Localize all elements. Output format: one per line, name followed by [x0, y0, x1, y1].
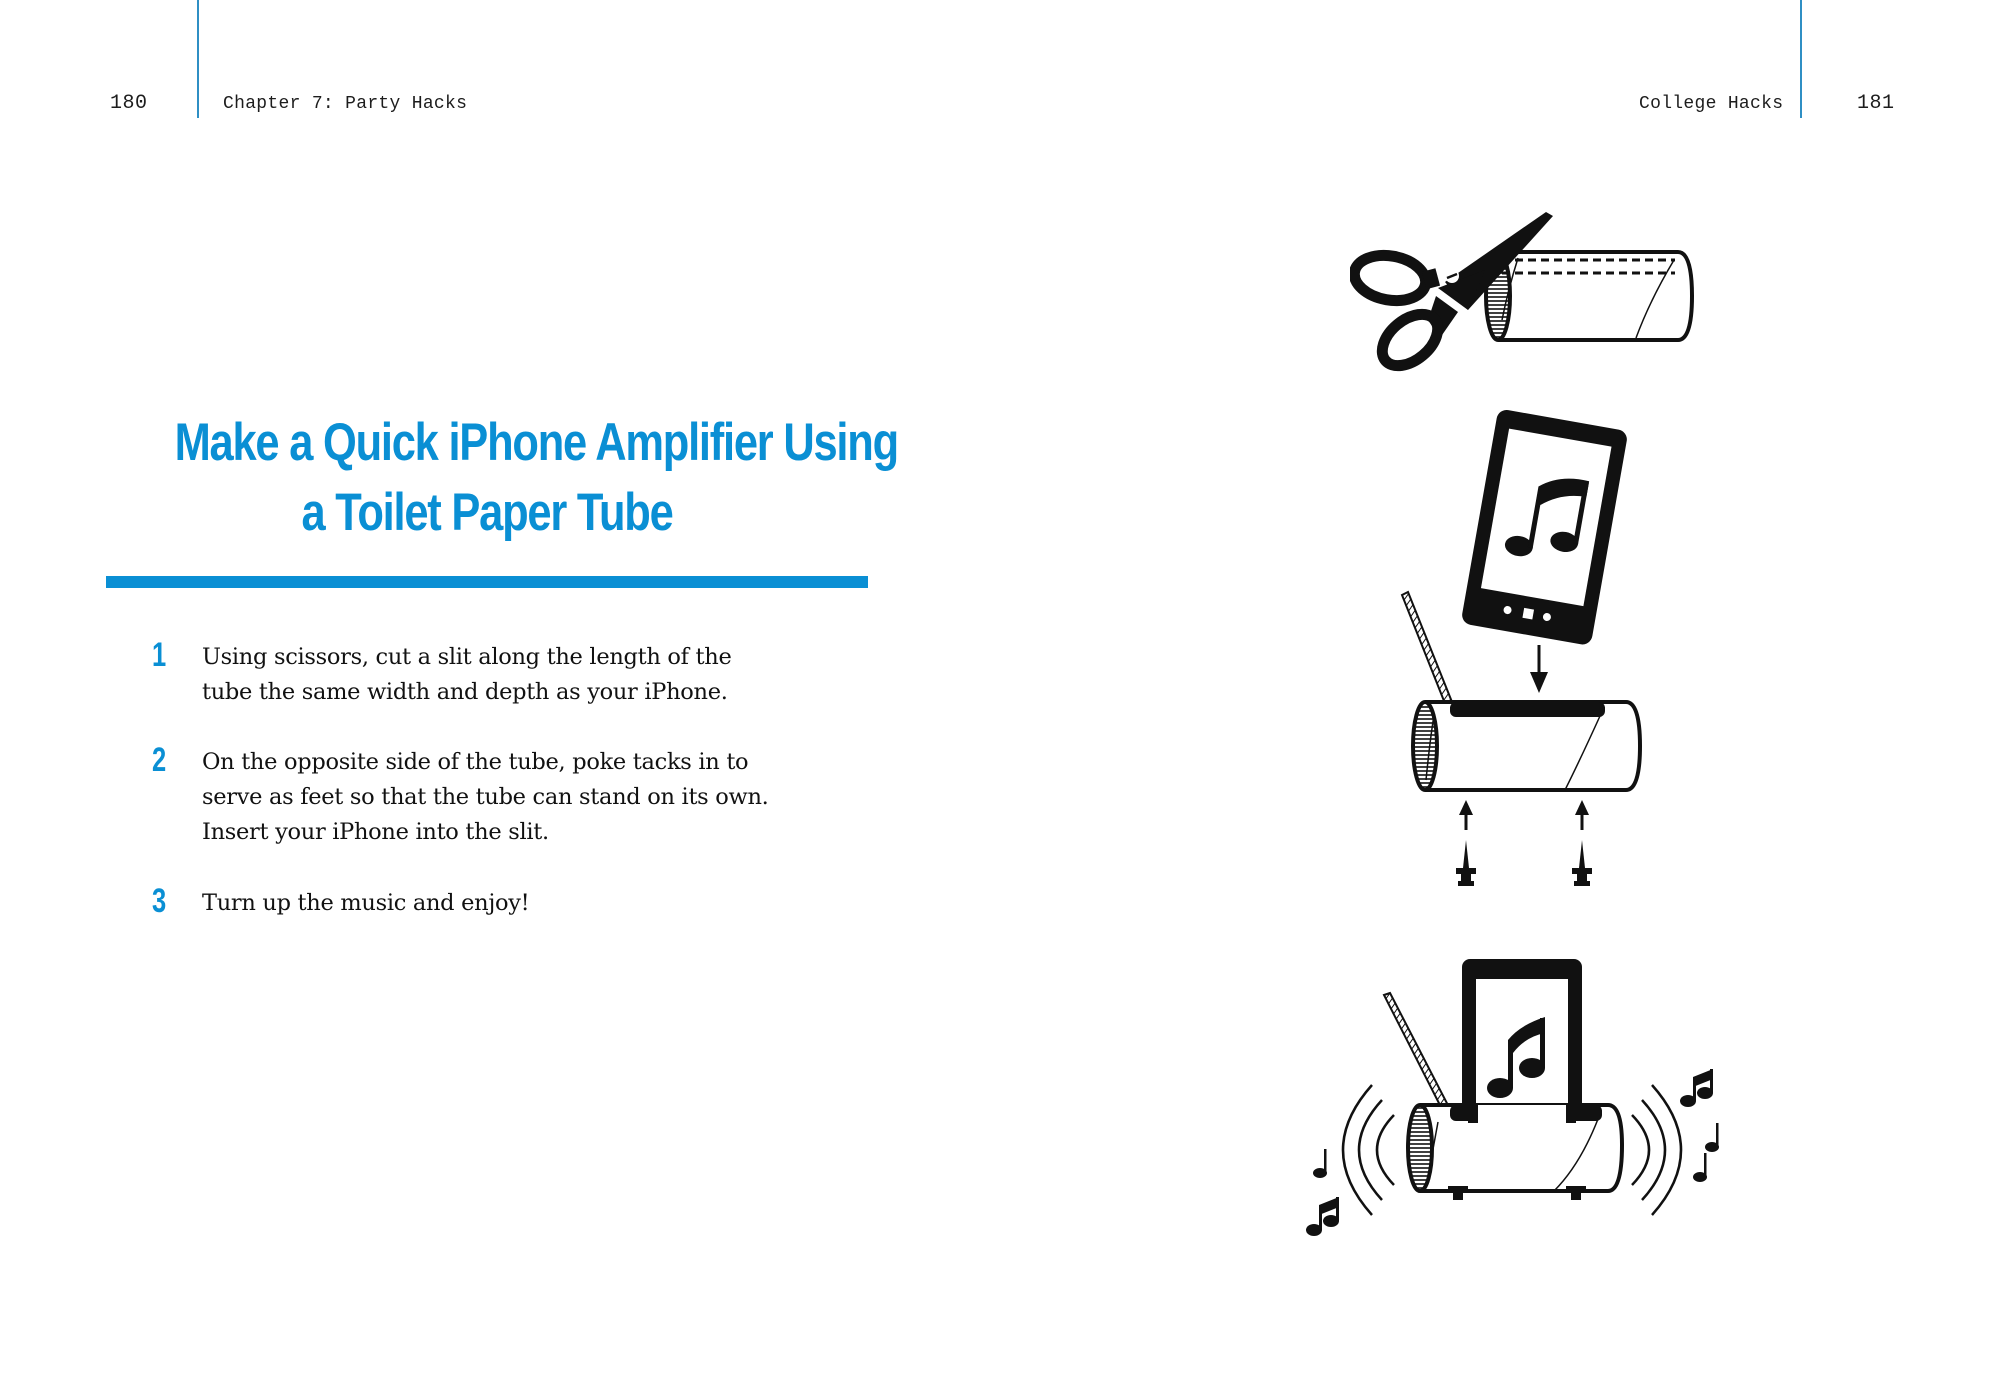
step-3 — [146, 882, 942, 921]
step-line: tube the same width and depth as your iPhone. — [202, 679, 728, 705]
right-header-divider — [1800, 0, 1802, 118]
step-line: Turn up the music and enjoy! — [202, 890, 530, 916]
title-underline-rule — [106, 576, 868, 588]
title-line-2: a Toilet Paper Tube — [301, 483, 673, 542]
illustration-scissors-cutting-tube — [1350, 200, 1720, 380]
left-header-divider — [197, 0, 199, 118]
ruler-icon — [1384, 993, 1452, 1117]
tube-icon — [1413, 702, 1640, 790]
right-running-head: College Hacks — [1639, 94, 1784, 114]
down-arrow-icon — [1530, 645, 1548, 693]
step-text — [202, 886, 942, 921]
article-title — [174, 408, 898, 548]
step-number: 2 — [152, 741, 167, 779]
ruler-icon — [1402, 592, 1452, 706]
left-page-number: 180 — [110, 92, 148, 115]
tube-icon — [1408, 1105, 1622, 1200]
right-page-number: 181 — [1857, 92, 1895, 115]
step-number: 1 — [152, 636, 167, 674]
step-line: On the opposite side of the tube, poke tacks in to — [202, 749, 749, 775]
step-line: serve as feet so that the tube can stand on its own. — [202, 784, 769, 810]
up-arrow-icon — [1459, 800, 1589, 830]
step-line: Insert your iPhone into the slit. — [202, 819, 549, 845]
step-text — [202, 640, 942, 710]
step-line: Using scissors, cut a slit along the length of the — [202, 644, 732, 670]
step-2 — [146, 741, 942, 850]
tack-icon — [1456, 840, 1592, 886]
step-text — [202, 745, 942, 850]
left-running-head: Chapter 7: Party Hacks — [223, 94, 468, 114]
title-line-1: Make a Quick iPhone Amplifier Using — [174, 413, 898, 472]
illustration-phone-into-tube — [1390, 410, 1680, 900]
phone-icon — [1461, 410, 1629, 646]
illustration-amplifier-playing-music — [1300, 955, 1760, 1255]
step-number: 3 — [152, 882, 167, 920]
step-1 — [146, 636, 942, 710]
